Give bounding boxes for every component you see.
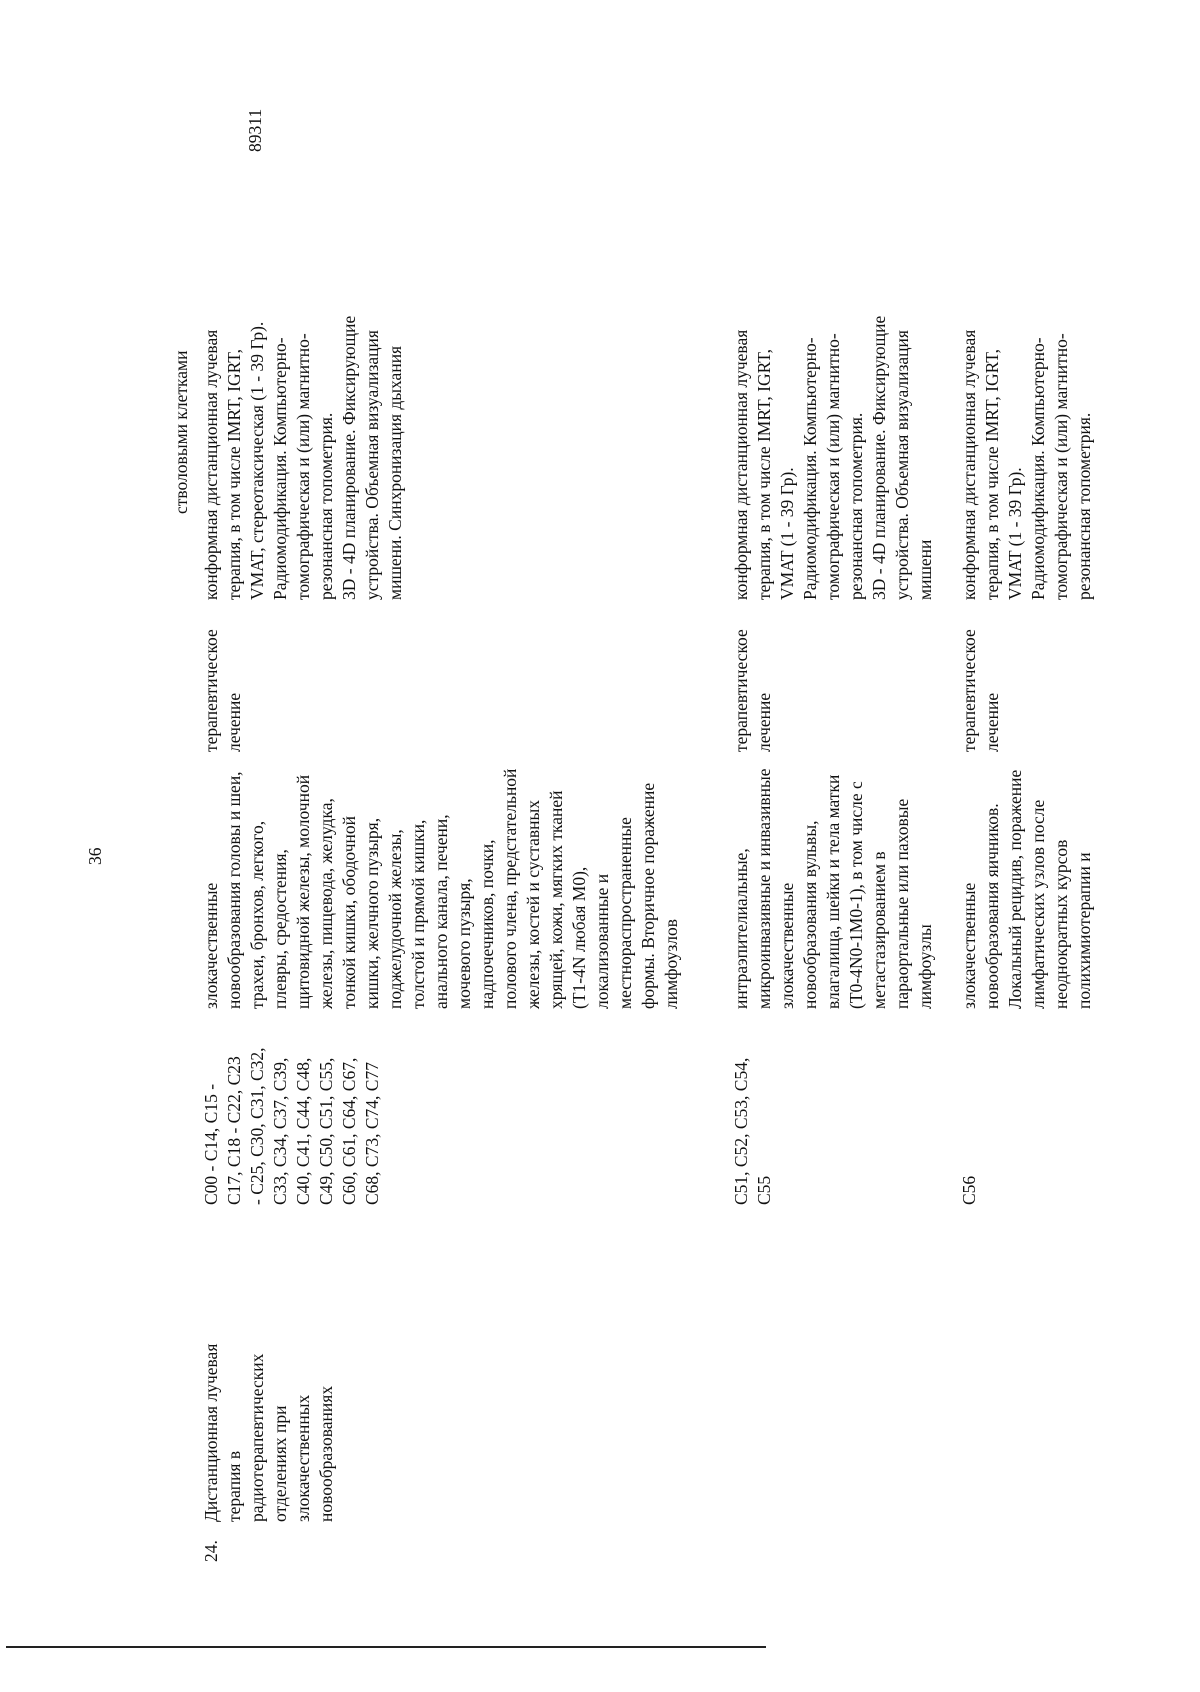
row-name: Дистанционная лучевая терапия в радиотерапевтических отделениях при злокачественных новообразованиях	[201, 1343, 336, 1522]
icd-codes-2: С51, С52, С53, С54, С55	[731, 1057, 774, 1205]
treatment-method-1: конформная дистанционная лучевая терапия, в том числе IMRT, IGRT, VMAT, стереотаксическая (1 - 39 Гр). Радиомодификация. Компьютерно- томографическая и (или) магнитно- резонансная топометрия. 3D - 4D планирование. Фиксирующие устройства. Объемная визуализация мишени. Синхронизация дыхания	[201, 315, 405, 600]
patient-model-1: злокачественные новообразования головы и шеи, трахеи, бронхов, легкого, плевры, средостения, щитовидной железы, молочной железы, пищевода, желудка, тонкой кишки, ободочной кишки, желчного пузыря, поджелудочной железы, толстой и прямой кишки, анального канала, печени, мочевого пузыря, надпочечников, почки, полового члена, предстательной железы, костей и суставных хрящей, кожи, мягких тканей (Т1-4N любая М0), локализованные и местнораспространенные формы. Вторичное поражение лимфоузлов	[201, 768, 681, 1009]
treatment-type-3: терапевтическое лечение	[959, 629, 1002, 752]
icd-codes-1: С00 - С14, С15 - С17, С18 - С22, С23 - С25, С30, С31, С32, С33, С34, С37, С39, С40, С41, С44, С48, С49, С50, С51, С55, С60, С61, С64, С67, С68, С73, С74, С77	[201, 1047, 382, 1205]
treatment-type-1: терапевтическое лечение	[201, 629, 244, 752]
treatment-type-2: терапевтическое лечение	[731, 629, 774, 752]
patient-model-3: злокачественные новообразования яичников. Локальный рецидив, поражение лимфатических узлов после неоднократных курсов полихимиотерапии и	[959, 769, 1094, 1009]
left-margin-rule	[6, 1646, 766, 1692]
page-number: 36	[85, 847, 105, 865]
treatment-method-2: конформная дистанционная лучевая терапия, в том числе IMRT, IGRT, VMAT (1 - 39 Гр). Радиомодификация. Компьютерно- томографическая и (или) магнитно- резонансная топометрия. 3D - 4D планирование. Фиксирующие устройства. Объемная визуализация мишени	[731, 315, 935, 600]
treatment-method-3: конформная дистанционная лучевая терапия, в том числе IMRT, IGRT, VMAT (1 - 39 Гр). Радиомодификация. Компьютерно- томографическая и (или) магнитно- резонансная топометрия.	[959, 329, 1094, 600]
row-number: 24.	[201, 1540, 221, 1562]
registry-code: 89311	[245, 108, 265, 152]
icd-codes-3: С56	[959, 1175, 979, 1205]
continuation-text: стволовыми клетками	[171, 350, 191, 514]
patient-model-2: интраэпителиальные, микроинвазивные и инвазивные злокачественные новообразования вульвы, влагалища, шейки и тела матки (Т0-4N0-1М0-1), в том числе с метастазированием в параортальные или паховые лимфоузлы	[731, 768, 935, 1009]
